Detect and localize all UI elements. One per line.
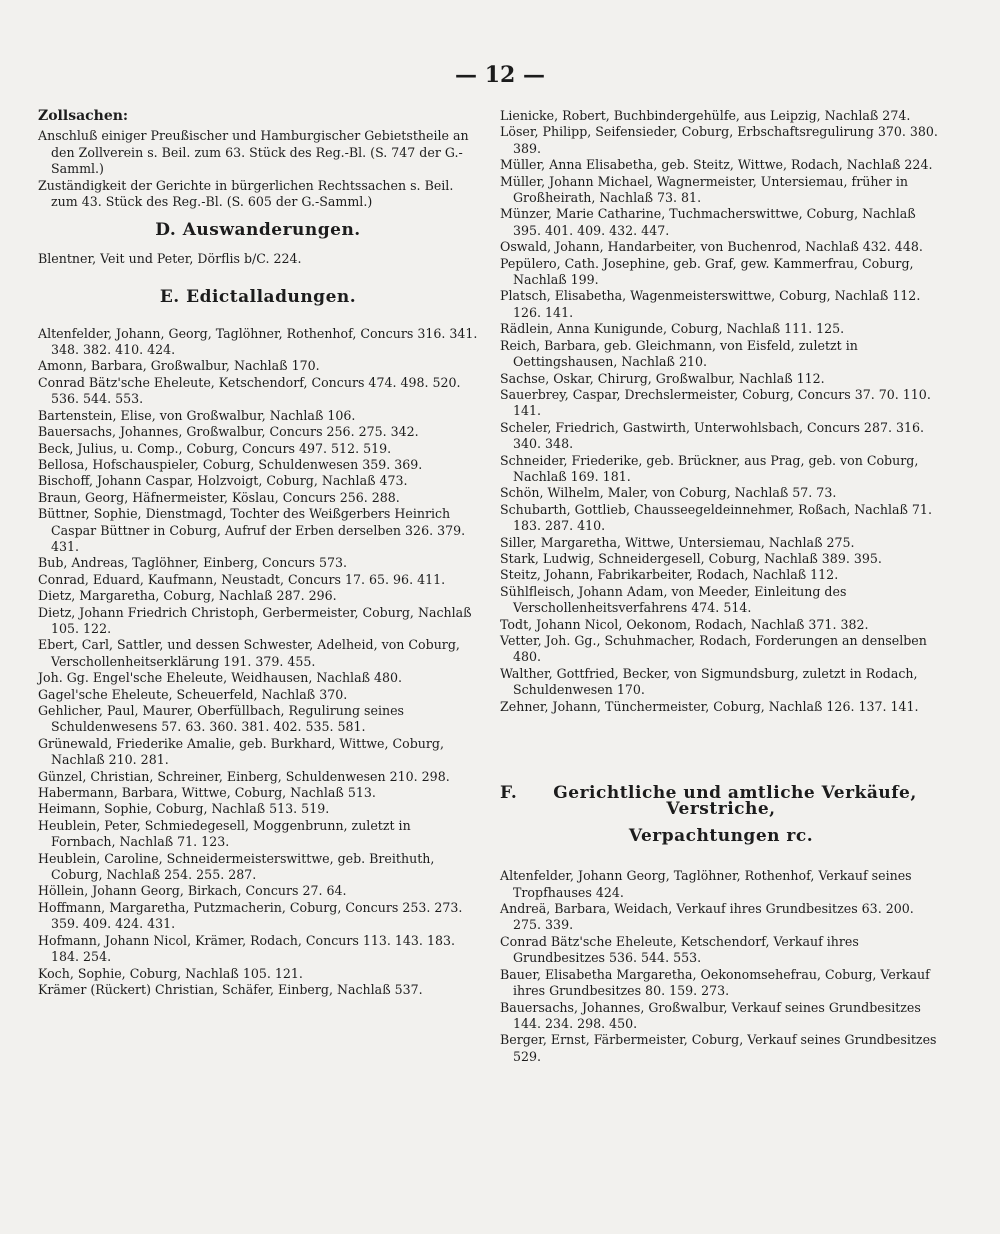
list-item: Günzel, Christian, Schreiner, Einberg, Schuldenwesen 210. 298.	[38, 768, 450, 784]
list-item: Gehlicher, Paul, Maurer, Oberfüllbach, Regulirung seines Schuldenwesens 57. 63. 360. 381. 402. 535. 581.	[38, 703, 404, 735]
list-item: Sauerbrey, Caspar, Drechslermeister, Coburg, Concurs 37. 70. 110. 141.	[500, 386, 931, 419]
section-f-heading	[500, 785, 942, 844]
left-column	[38, 108, 478, 998]
section-f-title-line1: Gerichtliche und amtliche Verkäufe, Verstriche,	[553, 783, 917, 820]
list-item: Schön, Wilhelm, Maler, von Coburg, Nachlaß 57. 73.	[500, 485, 837, 501]
zollsachen-heading: Zollsachen:	[38, 108, 129, 124]
list-item: Scheler, Friedrich, Gastwirth, Unterwohlsbach, Concurs 287. 316. 340. 348.	[500, 419, 925, 452]
list-item: Platsch, Elisabetha, Wagenmeisterswittwe, Coburg, Nachlaß 112. 126. 141.	[500, 288, 921, 320]
list-item: Bauersachs, Johannes, Großwalbur, Verkauf seines Grundbesitzes 144. 234. 298. 450.	[500, 999, 921, 1031]
list-item: Blentner, Veit und Peter, Dörflis b/C. 224.	[38, 250, 302, 266]
list-item: Beck, Julius, u. Comp., Coburg, Concurs 497. 512. 519.	[38, 440, 392, 456]
list-item: Todt, Johann Nicol, Oekonom, Rodach, Nachlaß 371. 382.	[500, 616, 869, 632]
list-item: Gagel'sche Eheleute, Scheuerfeld, Nachlaß 370.	[38, 686, 348, 702]
list-item: Löser, Philipp, Seifensieder, Coburg, Erbschaftsregulirung 370. 380. 389.	[500, 124, 938, 156]
list-item: Heimann, Sophie, Coburg, Nachlaß 513. 519.	[38, 801, 330, 817]
list-item: Münzer, Marie Catharine, Tuchmacherswittwe, Coburg, Nachlaß 395. 401. 409. 432. 447.	[500, 206, 916, 238]
list-item: Dietz, Johann Friedrich Christoph, Gerbermeister, Coburg, Nachlaß 105. 122.	[38, 604, 472, 636]
list-item: Ebert, Carl, Sattler, und dessen Schwester, Adelheid, von Coburg, Verschollenheitserklärung 191. 379. 455.	[38, 637, 460, 669]
right-column	[500, 108, 942, 1065]
section-d-heading: D. Auswanderungen.	[155, 220, 361, 241]
section-f-list	[500, 868, 942, 1065]
list-item: Heublein, Caroline, Schneidermeisterswittwe, geb. Breithuth, Coburg, Nachlaß 254. 255. 287.	[38, 850, 435, 883]
section-e-heading: E. Edictalladungen.	[159, 287, 357, 308]
list-item: Conrad Bätz'sche Eheleute, Ketschendorf, Verkauf ihres Grundbesitzes 536. 544. 553.	[500, 933, 859, 966]
list-item: Oswald, Johann, Handarbeiter, von Buchenrod, Nachlaß 432. 448.	[500, 239, 923, 255]
list-item: Vetter, Joh. Gg., Schuhmacher, Rodach, Forderungen an denselben 480.	[500, 633, 927, 665]
list-item: Amonn, Barbara, Großwalbur, Nachlaß 170.	[38, 358, 320, 374]
list-item: Conrad, Eduard, Kaufmann, Neustadt, Concurs 17. 65. 96. 411.	[38, 571, 446, 587]
list-item: Koch, Sophie, Coburg, Nachlaß 105. 121.	[38, 965, 303, 981]
list-item: Berger, Ernst, Färbermeister, Coburg, Verkauf seines Grundbesitzes 529.	[500, 1032, 937, 1064]
list-item: Steitz, Johann, Fabrikarbeiter, Rodach, Nachlaß 112.	[500, 567, 839, 583]
list-item: Braun, Georg, Häfnermeister, Köslau, Concurs 256. 288.	[38, 489, 400, 505]
section-e-continued-list	[500, 108, 942, 715]
list-item: Büttner, Sophie, Dienstmagd, Tochter des Weißgerbers Heinrich Caspar Büttner in Coburg, Aufruf der Erben derselben 326. 379. 431.	[38, 506, 466, 554]
section-e-list	[38, 326, 478, 999]
list-item: Bauer, Elisabetha Margaretha, Oekonomsehefrau, Coburg, Verkauf ihres Grundbesitzes 80. 159. 273.	[500, 966, 930, 999]
section-f-title-line2: Verpachtungen rc.	[628, 825, 814, 846]
zollsachen-list	[38, 128, 478, 210]
list-item: Siller, Margaretha, Wittwe, Untersiemau, Nachlaß 275.	[500, 534, 855, 550]
list-item: Müller, Anna Elisabetha, geb. Steitz, Wittwe, Rodach, Nachlaß 224.	[500, 157, 933, 173]
list-item: Habermann, Barbara, Wittwe, Coburg, Nachlaß 513.	[38, 785, 376, 801]
list-item: Zehner, Johann, Tünchermeister, Coburg, Nachlaß 126. 137. 141.	[500, 698, 919, 714]
list-item: Schneider, Friederike, geb. Brückner, aus Prag, geb. von Coburg, Nachlaß 169. 181.	[500, 452, 919, 484]
list-item: Bartenstein, Elise, von Großwalbur, Nachlaß 106.	[38, 407, 356, 423]
list-item: Bischoff, Johann Caspar, Holzvoigt, Coburg, Nachlaß 473.	[38, 473, 408, 489]
list-item: Reich, Barbara, geb. Gleichmann, von Eisfeld, zuletzt in Oettingshausen, Nachlaß 210.	[500, 337, 858, 370]
list-item: Andreä, Barbara, Weidach, Verkauf ihres Grundbesitzes 63. 200. 275. 339.	[500, 901, 914, 933]
list-item: Bub, Andreas, Taglöhner, Einberg, Concurs 573.	[38, 555, 348, 571]
list-item: Schubarth, Gottlieb, Chausseegeldeinnehmer, Roßach, Nachlaß 71. 183. 287. 410.	[500, 501, 932, 534]
list-item: Lienicke, Robert, Buchbindergehülfe, aus Leipzig, Nachlaß 274.	[500, 108, 911, 123]
list-item: Bellosa, Hofschauspieler, Coburg, Schuldenwesen 359. 369.	[38, 456, 423, 472]
list-item: Sachse, Oskar, Chirurg, Großwalbur, Nachlaß 112.	[500, 370, 825, 386]
list-item: Joh. Gg. Engel'sche Eheleute, Weidhausen, Nachlaß 480.	[38, 670, 403, 686]
list-item: Dietz, Margaretha, Coburg, Nachlaß 287. 296.	[38, 588, 337, 604]
page-number: — 12 —	[455, 62, 545, 88]
section-d-list	[38, 251, 478, 267]
list-item: Anschluß einiger Preußischer und Hamburgischer Gebietstheile an den Zollverein s. Beil. zum 63. Stück des Reg.-Bl. (S. 747 der G.-Samml.)	[38, 128, 469, 177]
list-item: Stark, Ludwig, Schneidergesell, Coburg, Nachlaß 389. 395.	[500, 550, 882, 566]
section-f-letter: F.	[500, 783, 518, 804]
list-item: Heublein, Peter, Schmiedegesell, Moggenbrunn, zuletzt in Fornbach, Nachlaß 71. 123.	[38, 817, 411, 850]
list-item: Sühlfleisch, Johann Adam, von Meeder, Einleitung des Verschollenheitsverfahrens 474. 514.	[500, 583, 847, 616]
list-item: Müller, Johann Michael, Wagnermeister, Untersiemau, früher in Großheirath, Nachlaß 73. 81.	[500, 173, 909, 206]
list-item: Hofmann, Johann Nicol, Krämer, Rodach, Concurs 113. 143. 183. 184. 254.	[38, 932, 455, 965]
list-item: Bauersachs, Johannes, Großwalbur, Concurs 256. 275. 342.	[38, 424, 419, 440]
list-item: Zuständigkeit der Gerichte in bürgerlichen Rechtssachen s. Beil. zum 43. Stück des Reg.-Bl. (S. 605 der G.-Samml.)	[38, 177, 454, 210]
list-item: Altenfelder, Johann Georg, Taglöhner, Rothenhof, Verkauf seines Tropfhauses 424.	[500, 868, 912, 900]
list-item: Walther, Gottfried, Becker, von Sigmundsburg, zuletzt in Rodach, Schuldenwesen 170.	[500, 665, 918, 698]
list-item: Grünewald, Friederike Amalie, geb. Burkhard, Wittwe, Coburg, Nachlaß 210. 281.	[38, 735, 444, 768]
list-item: Höllein, Johann Georg, Birkach, Concurs 27. 64.	[38, 883, 347, 899]
list-item: Altenfelder, Johann, Georg, Taglöhner, Rothenhof, Concurs 316. 341. 348. 382. 410. 424.	[38, 325, 478, 358]
list-item: Krämer (Rückert) Christian, Schäfer, Einberg, Nachlaß 537.	[38, 981, 423, 997]
list-item: Hoffmann, Margaretha, Putzmacherin, Coburg, Concurs 253. 273. 359. 409. 424. 431.	[38, 899, 463, 932]
list-item: Rädlein, Anna Kunigunde, Coburg, Nachlaß 111. 125.	[500, 321, 845, 337]
list-item: Pepülero, Cath. Josephine, geb. Graf, gew. Kammerfrau, Coburg, Nachlaß 199.	[500, 255, 914, 288]
list-item: Conrad Bätz'sche Eheleute, Ketschendorf, Concurs 474. 498. 520. 536. 544. 553.	[38, 374, 461, 407]
